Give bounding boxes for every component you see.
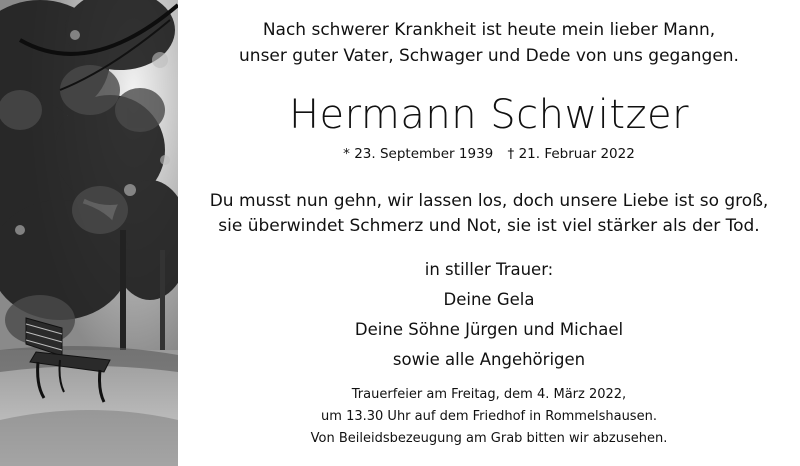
service-line-2: um 13.30 Uhr auf dem Friedhof in Rommelshausen. [321, 409, 657, 424]
death-date: † 21. Februar 2022 [507, 146, 635, 162]
park-bench-image [0, 0, 178, 466]
intro-line-2: unser guter Vater, Schwager und Dede von uns gegangen. [239, 46, 739, 66]
deceased-name: Hermann Schwitzer [288, 92, 690, 138]
service-line-3: Von Beileidsbezeugung am Grab bitten wir abzusehen. [310, 431, 668, 446]
mourner-sons: Deine Söhne Jürgen und Michael [354, 320, 624, 339]
life-dates [178, 146, 800, 162]
verse-line-2: sie überwindet Schmerz und Not, sie ist viel stärker als der Tod. [218, 216, 760, 236]
mourner-wife: Deine Gela [443, 290, 535, 309]
memorial-photo [0, 0, 178, 466]
birth-date: * 23. September 1939 [343, 146, 494, 162]
mourning-heading: in stiller Trauer: [424, 260, 554, 279]
mourner-relatives: sowie alle Angehörigen [392, 350, 586, 369]
verse-line-1: Du musst nun gehn, wir lassen los, doch unsere Liebe ist so groß, [209, 191, 769, 211]
intro-line-1: Nach schwerer Krankheit ist heute mein lieber Mann, [262, 20, 716, 40]
obituary-text [178, 0, 800, 466]
service-line-1: Trauerfeier am Freitag, dem 4. März 2022, [351, 387, 627, 402]
